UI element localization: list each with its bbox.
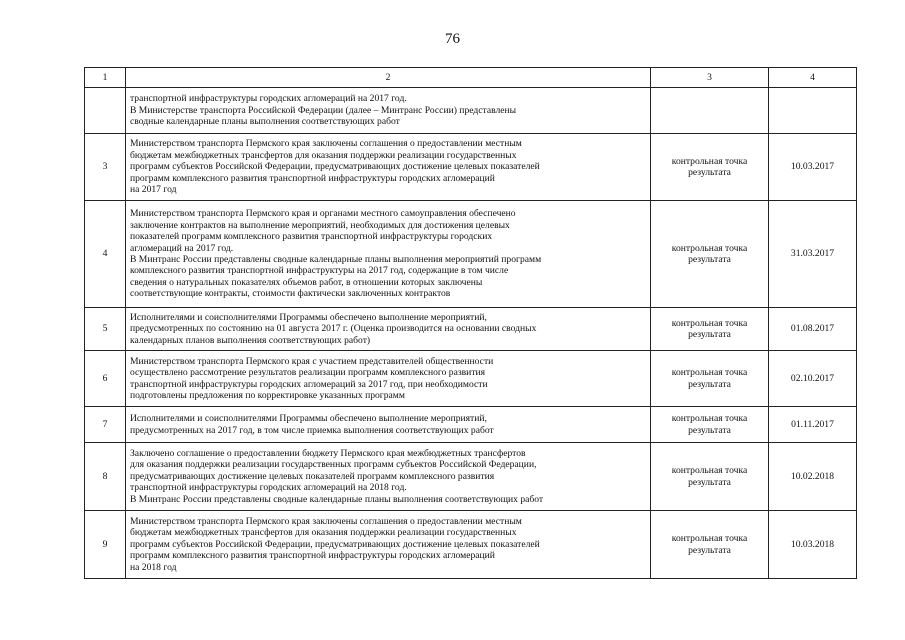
description-line: В Минтранс России представлены сводные календарные планы выполнения мероприятий программ [130, 254, 542, 265]
row-description [126, 134, 651, 201]
description-line: для оказания поддержки реализации государственных программ субъектов Российской Федерации, [130, 459, 537, 471]
description-line: транспортной инфраструктуры городских агломераций на 2017 год. [130, 93, 407, 105]
row-description [126, 443, 651, 511]
description-line: соответствующие контракты, стоимости фактически заключенных контрактов [130, 288, 451, 300]
row-description [126, 351, 651, 407]
row-type [651, 407, 769, 443]
description-line: на 2018 год [130, 561, 177, 573]
description-line: сводные календарные планы выполнения соответствующих работ [130, 116, 400, 128]
row-number: 3 [85, 134, 126, 201]
description-line: предусматривающих достижение целевых показателей программ комплексного развития [130, 470, 495, 482]
description-line: транспортной инфраструктуры городских агломераций за 2017 год, при необходимости [130, 378, 488, 390]
row-type [651, 351, 769, 407]
row-number: 7 [85, 407, 126, 443]
control-points-table [84, 67, 857, 579]
row-description [126, 308, 651, 351]
description-line: предусмотренных по состоянию на 01 августа 2017 г. (Оценка производится на основании сводных [130, 323, 537, 335]
table-row [85, 201, 857, 308]
description-line: В Минтранс России представлены сводные календарные планы выполнения соответствующих работ [130, 493, 544, 505]
type-line: результата [688, 378, 731, 390]
type-line: контрольная точка [671, 317, 748, 329]
description-line: транспортной инфраструктуры городских агломераций на 2018 год. [130, 482, 407, 494]
row-number: 6 [85, 351, 126, 407]
type-line: контрольная точка [671, 242, 748, 254]
description-line: бюджетам межбюджетных трансфертов для оказания поддержки реализации государственных [130, 527, 517, 539]
type-line: результата [688, 167, 731, 178]
table-row [85, 134, 857, 201]
row-type [651, 201, 769, 308]
row-date [769, 88, 857, 134]
row-number: 4 [85, 201, 126, 308]
page-number: 76 [445, 31, 460, 47]
type-line: результата [688, 254, 731, 265]
row-date: 10.03.2018 [769, 511, 857, 579]
description-line: комплексного развития транспортной инфраструктуры на 2017 год, содержащие в том числе [130, 265, 509, 277]
description-line: В Министерстве транспорта Российской Федерации (далее – Минтранс России) представлены [130, 104, 517, 116]
table-row [85, 511, 857, 579]
type-line: контрольная точка [671, 533, 748, 545]
description-line: показателей программ комплексного развития транспортной инфраструктуры городских [130, 231, 493, 243]
type-line: результата [688, 476, 731, 488]
table-row [85, 443, 857, 511]
table-body [85, 88, 857, 579]
description-line: агломераций на 2017 год. [130, 242, 234, 254]
row-date: 10.03.2017 [769, 134, 857, 201]
row-date: 31.03.2017 [769, 201, 857, 308]
table-header-row [85, 68, 857, 88]
row-type [651, 134, 769, 201]
description-line: на 2017 год [130, 184, 177, 196]
column-header-2: 2 [126, 68, 651, 88]
row-number: 8 [85, 443, 126, 511]
table-row [85, 407, 857, 443]
row-date: 01.08.2017 [769, 308, 857, 351]
description-line: подготовлены предложения по корректировке указанных программ [130, 389, 405, 401]
type-line: контрольная точка [671, 367, 748, 379]
description-line: предусмотренных на 2017 год, в том числе приемка выполнения соответствующих работ [130, 424, 494, 436]
description-line: Исполнителями и соисполнителями Программы обеспечено выполнение мероприятий, [130, 311, 487, 323]
description-line: Министерством транспорта Пермского края и органами местного самоуправления обеспечено [130, 208, 516, 220]
type-line: результата [688, 424, 731, 436]
type-line: контрольная точка [671, 155, 748, 167]
row-description [126, 201, 651, 308]
description-line: программ комплексного развития транспортной инфраструктуры городских агломераций [130, 172, 495, 184]
description-line: сведения о натуральных показателях объемов работ, в отношении которых заключены [130, 276, 483, 288]
description-line: бюджетам межбюджетных трансфертов для оказания поддержки реализации государственных [130, 149, 517, 161]
description-line: осуществлено рассмотрение результатов реализации программ комплексного развития [130, 367, 486, 379]
row-number: 5 [85, 308, 126, 351]
row-number: 9 [85, 511, 126, 579]
description-line: Исполнителями и соисполнителями Программы обеспечено выполнение мероприятий, [130, 413, 487, 425]
row-type [651, 308, 769, 351]
description-line: календарных планов выполнения соответствующих работ) [130, 334, 371, 346]
type-line: результата [688, 544, 731, 556]
description-line: Заключено соглашение о предоставлении бюджету Пермского края межбюджетных трансфертов [130, 447, 526, 459]
description-line: Министерством транспорта Пермского края заключены соглашения о предоставлении местным [130, 515, 522, 527]
row-description [126, 88, 651, 134]
table-row [85, 351, 857, 407]
type-line: контрольная точка [671, 413, 748, 425]
row-number [85, 88, 126, 134]
type-line: контрольная точка [671, 465, 748, 477]
row-type [651, 511, 769, 579]
column-header-4: 4 [769, 68, 857, 88]
row-description [126, 511, 651, 579]
column-header-1: 1 [85, 68, 126, 88]
column-header-3: 3 [651, 68, 769, 88]
row-type [651, 88, 769, 134]
description-line: заключение контрактов на выполнение мероприятий, необходимых для достижения целевых [130, 219, 510, 231]
row-date: 01.11.2017 [769, 407, 857, 443]
row-date: 02.10.2017 [769, 351, 857, 407]
table-row [85, 88, 857, 134]
description-line: программ субъектов Российской Федерации, предусматривающих достижение целевых показателей [130, 538, 540, 550]
row-date: 10.02.2018 [769, 443, 857, 511]
table-row [85, 308, 857, 351]
description-line: программ комплексного развития транспортной инфраструктуры городских агломераций [130, 550, 495, 562]
description-line: Министерством транспорта Пермского края с участием представителей общественности [130, 355, 494, 367]
type-line: результата [688, 329, 731, 340]
description-line: программ субъектов Российской Федерации, предусматривающих достижение целевых показателей [130, 161, 540, 173]
row-type [651, 443, 769, 511]
description-line: Министерством транспорта Пермского края заключены соглашения о предоставлении местным [130, 138, 522, 150]
row-description [126, 407, 651, 443]
